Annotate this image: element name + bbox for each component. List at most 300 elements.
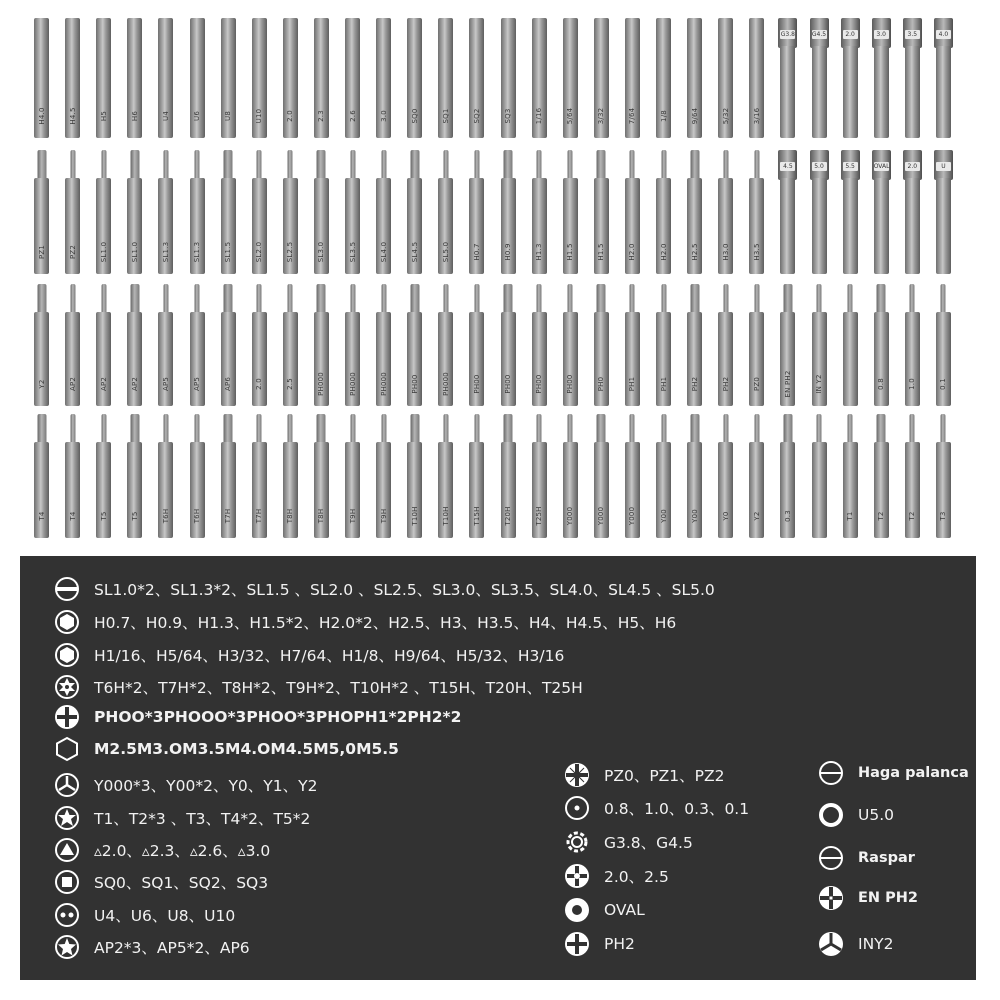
screwdriver-bit	[283, 414, 298, 538]
legend-item-text: Y000*3、Y00*2、Y0、Y1、Y2	[94, 777, 318, 795]
bit-size-label: PH00	[566, 374, 575, 394]
legend-item-text: AP2*3、AP5*2、AP6	[94, 939, 250, 957]
screwdriver-bit	[812, 18, 827, 138]
screwdriver-bit	[283, 284, 298, 406]
screwdriver-bit	[718, 18, 733, 138]
screwdriver-bit	[749, 18, 764, 138]
screwdriver-bit	[687, 150, 702, 274]
screwdriver-bit	[252, 284, 267, 406]
legend-item	[54, 609, 676, 635]
bit-size-label: H1.5	[566, 243, 575, 261]
bit-size-label: 5/64	[566, 107, 575, 125]
screwdriver-bit	[314, 150, 329, 274]
bit-size-label: T6H	[193, 508, 201, 524]
screwdriver-bit	[283, 18, 298, 138]
bit-size-label: T6H	[161, 508, 170, 524]
screwdriver-bit	[532, 414, 547, 538]
screwdriver-bit	[625, 284, 640, 406]
bit-cap-label: 5.0	[812, 162, 827, 171]
screwdriver-bit	[843, 414, 858, 538]
screwdriver-bit	[314, 18, 329, 138]
screwdriver-bit	[687, 414, 702, 538]
bit-size-label: 3.0	[379, 110, 388, 122]
bit-size-label: U4	[161, 111, 170, 121]
slotted-icon	[54, 576, 80, 602]
screwdriver-bit	[936, 284, 951, 406]
bit-size-label: AP5	[161, 376, 170, 392]
screwdriver-bit	[221, 150, 236, 274]
screwdriver-bit	[812, 414, 827, 538]
legend-item-text: ▵2.0、▵2.3、▵2.6、▵3.0	[94, 842, 271, 860]
bit-size-label: PH000	[441, 372, 450, 396]
bit-size-label: H2.0	[659, 243, 668, 261]
screwdriver-bit	[469, 18, 484, 138]
bit-size-label: SL2.0	[255, 241, 264, 263]
bit-size-label: PZ0	[752, 376, 761, 392]
bit-size-label: H2.0	[628, 243, 637, 261]
bit-size-label: Y000	[597, 506, 606, 526]
screwdriver-bit	[780, 414, 795, 538]
bit-size-label: SL1.5	[224, 241, 233, 263]
legend-item-text: 0.8、1.0、0.3、0.1	[604, 800, 750, 818]
pin-icon	[564, 795, 590, 821]
bit-size-label: T10H	[441, 506, 450, 526]
pentalobe-icon	[54, 934, 80, 960]
screwdriver-bit	[376, 150, 391, 274]
bit-size-label: H3.0	[721, 243, 730, 261]
bit-size-label: SL3.0	[317, 241, 326, 263]
screwdriver-bit	[96, 414, 111, 538]
bit-size-label: SQ3	[504, 108, 512, 124]
legend-item	[54, 674, 583, 700]
bit-size-label: 0.3	[783, 510, 792, 522]
screwdriver-bit	[438, 284, 453, 406]
bit-size-label: 1/16	[535, 107, 544, 125]
bit-size-label: H0.9	[504, 243, 512, 261]
bit-size-label: SL1.0	[130, 241, 139, 263]
legend-item	[818, 802, 894, 828]
screwdriver-bit	[407, 284, 422, 406]
triangle-icon	[54, 837, 80, 863]
bit-size-label: 1/8	[659, 110, 668, 122]
bit-size-label: AP2	[99, 376, 108, 392]
screwdriver-bit	[594, 284, 609, 406]
bit-size-label: PH000	[317, 372, 326, 396]
screwdriver-bit	[905, 150, 920, 274]
screwdriver-bit	[469, 414, 484, 538]
bit-size-label: T25H	[535, 506, 544, 526]
bit-size-label: EN PH2	[783, 370, 792, 398]
bit-size-label: 2.0	[286, 110, 295, 122]
screwdriver-bit	[594, 150, 609, 274]
screwdriver-bit	[656, 284, 671, 406]
bit-size-label: U10	[255, 108, 264, 124]
screwdriver-bit	[625, 18, 640, 138]
bit-cap-label: OVAL	[873, 163, 890, 170]
in-y2-icon	[818, 931, 844, 957]
screwdriver-bit	[407, 414, 422, 538]
legend-item	[564, 897, 645, 923]
legend-item	[54, 576, 715, 602]
screwdriver-bit	[252, 18, 267, 138]
screwdriver-bit	[780, 284, 795, 406]
bit-size-label: 2.6	[348, 110, 357, 122]
screwdriver-bit	[563, 150, 578, 274]
screwdriver-bit	[656, 18, 671, 138]
screwdriver-bit	[749, 284, 764, 406]
bit-size-label: PH2	[721, 376, 730, 392]
bit-size-label: PH0	[597, 376, 606, 392]
screwdriver-bit	[96, 284, 111, 406]
legend-item	[818, 760, 969, 786]
hex-icon	[54, 642, 80, 668]
bit-cap-label: G4.5	[811, 31, 827, 38]
screwdriver-bit	[376, 414, 391, 538]
bit-size-label: H4.5	[68, 107, 77, 125]
legend-item	[54, 642, 564, 668]
screwdriver-bit	[625, 414, 640, 538]
bit-size-label: SL4.5	[410, 241, 419, 263]
screwdriver-bit	[252, 150, 267, 274]
screwdriver-bit	[936, 150, 951, 274]
legend-item	[818, 845, 915, 871]
screwdriver-bit	[532, 18, 547, 138]
legend-item-text: U5.0	[858, 806, 894, 824]
legend-item-text: M2.5M3.OM3.5M4.OM4.5M5,0M5.5	[94, 740, 399, 758]
screwdriver-bit	[221, 18, 236, 138]
bit-size-label: SL5.0	[441, 241, 450, 263]
screwdriver-bit	[905, 284, 920, 406]
bit-size-label: 9/64	[690, 107, 699, 125]
tri-wing-icon	[54, 772, 80, 798]
spanner-icon	[54, 902, 80, 928]
bit-size-label: T2	[908, 511, 917, 521]
bit-cap-label: 3.0	[874, 30, 889, 39]
bit-cap-label: 2.0	[843, 30, 858, 39]
screwdriver-bit	[874, 18, 889, 138]
square-icon	[54, 869, 80, 895]
legend-item-text: PHOO*3PHOOO*3PHOO*3PHOPH1*2PH2*2	[94, 708, 462, 726]
screwdriver-bit	[34, 18, 49, 138]
legend-item	[54, 805, 310, 831]
legend-item	[54, 837, 270, 863]
bit-size-label: SL4.0	[379, 241, 388, 263]
bit-size-label: T7H	[224, 508, 233, 524]
legend-item-text: Haga palanca	[858, 765, 969, 781]
bit-size-label: PH000	[379, 372, 388, 396]
legend-item-text: EN PH2	[858, 890, 918, 906]
legend-item-text: U4、U6、U8、U10	[94, 907, 236, 925]
bit-size-label: PZ2	[68, 244, 77, 260]
bit-size-label: IN Y2	[815, 374, 823, 394]
bit-size-label: T15H	[472, 506, 481, 526]
bit-size-label: 5/32	[721, 107, 730, 125]
screwdriver-bit	[780, 18, 795, 138]
legend-item-text: SL1.0*2、SL1.3*2、SL1.5 、SL2.0 、SL2.5、SL3.0、SL3.5、SL4.0、SL4.5 、SL5.0	[94, 581, 715, 599]
screwdriver-bit	[469, 150, 484, 274]
bit-size-label: H0.7	[472, 243, 481, 261]
legend-item-text: PH2	[604, 935, 635, 953]
screwdriver-bit	[345, 414, 360, 538]
bit-size-label: PH00	[535, 374, 544, 394]
screwdriver-bit	[252, 414, 267, 538]
bit-size-label: AP6	[224, 376, 233, 392]
bit-size-label: T2	[877, 511, 886, 521]
screwdriver-bit	[221, 284, 236, 406]
gear-icon	[564, 829, 590, 855]
screwdriver-bit	[718, 150, 733, 274]
screwdriver-bit	[345, 18, 360, 138]
bit-size-label: T5	[130, 511, 139, 521]
legend-item	[54, 934, 250, 960]
screwdriver-bit	[34, 414, 49, 538]
screwdriver-bit	[127, 414, 142, 538]
bit-size-label: 2.0	[255, 378, 264, 390]
bit-size-label: U6	[193, 111, 201, 121]
legend-item	[54, 902, 235, 928]
hex-socket-icon	[54, 736, 80, 762]
bit-size-label: Y0	[721, 511, 730, 521]
pry-icon	[818, 760, 844, 786]
bit-size-label: Y00	[659, 509, 668, 523]
screwdriver-bit	[812, 284, 827, 406]
screwdriver-bit	[314, 414, 329, 538]
bit-size-label: AP2	[68, 376, 77, 392]
phillips-icon	[564, 931, 590, 957]
legend-item	[54, 704, 461, 730]
screwdriver-bit	[905, 18, 920, 138]
legend-item	[564, 762, 724, 788]
bit-size-label: SQ0	[410, 108, 419, 124]
ring-icon	[818, 802, 844, 828]
legend-item-text: SQ0、SQ1、SQ2、SQ3	[94, 874, 269, 892]
bit-size-label: T20H	[504, 506, 512, 526]
screwdriver-bit	[190, 18, 205, 138]
screwdriver-bit	[283, 150, 298, 274]
bit-size-label: SL2.5	[286, 241, 295, 263]
bit-size-label: T5	[99, 511, 108, 521]
bit-cap-label: 5.5	[843, 162, 858, 171]
bit-size-label: T9H	[348, 508, 357, 524]
bit-size-label: Y2	[752, 511, 761, 521]
phillips-icon	[54, 704, 80, 730]
bit-size-label: SL3.5	[348, 241, 357, 263]
screwdriver-bit	[594, 414, 609, 538]
bit-size-label: H5	[99, 110, 108, 122]
screwdriver-bit	[190, 150, 205, 274]
screwdriver-bit	[843, 18, 858, 138]
legend-item-text: H0.7、H0.9、H1.3、H1.5*2、H2.0*2、H2.5、H3、H3.5、H4、H4.5、H5、H6	[94, 614, 677, 632]
screwdriver-bit	[96, 18, 111, 138]
bit-size-label: SQ2	[472, 108, 481, 124]
en-ph2-icon	[818, 885, 844, 911]
bit-size-label: T7H	[255, 508, 264, 524]
legend-item-text: H1/16、H5/64、H3/32、H7/64、H1/8、H9/64、H5/32、H3/16	[94, 647, 565, 665]
bit-size-label: T8H	[317, 508, 326, 524]
screwdriver-bit	[438, 150, 453, 274]
screwdriver-bit	[843, 284, 858, 406]
bit-cap-label: G3.8	[780, 31, 795, 38]
screwdriver-bit	[532, 150, 547, 274]
bit-size-label: PZ1	[37, 244, 46, 260]
legend-item	[54, 736, 399, 762]
bit-size-label: PH00	[472, 374, 481, 394]
bit-size-label: T4	[68, 511, 77, 521]
screwdriver-bit	[812, 150, 827, 274]
screwdriver-bit	[345, 284, 360, 406]
cross-ring-icon	[564, 863, 590, 889]
screwdriver-bit	[65, 414, 80, 538]
bit-size-label: T1	[846, 511, 855, 521]
bit-size-label: 1.0	[908, 378, 917, 390]
screwdriver-bit	[314, 284, 329, 406]
screwdriver-bit	[65, 284, 80, 406]
bit-size-label: 2.5	[286, 378, 295, 390]
screwdriver-bit	[501, 150, 516, 274]
screwdriver-bit	[843, 150, 858, 274]
bit-size-label: 0.8	[877, 378, 886, 390]
screwdriver-bit	[563, 18, 578, 138]
screwdriver-bit	[501, 414, 516, 538]
screwdriver-bit	[190, 284, 205, 406]
screwdriver-bit	[34, 150, 49, 274]
bit-size-label: H1.5	[597, 243, 606, 261]
screwdriver-bit	[221, 414, 236, 538]
screwdriver-bit	[158, 18, 173, 138]
screwdriver-bit	[874, 150, 889, 274]
bit-size-label: T3	[939, 511, 948, 521]
oval-icon	[564, 897, 590, 923]
legend-item-text: 2.0、2.5	[604, 868, 669, 886]
bit-size-label: PH000	[348, 372, 357, 396]
screwdriver-bit	[563, 284, 578, 406]
screwdriver-bit	[65, 18, 80, 138]
bit-size-label: T9H	[379, 508, 388, 524]
screwdriver-bit	[718, 284, 733, 406]
bit-cap-label: 4.5	[780, 162, 795, 171]
screwdriver-bit	[501, 284, 516, 406]
legend-item	[54, 869, 268, 895]
bit-cap-label: 4.0	[936, 30, 951, 39]
legend-item	[564, 795, 749, 821]
legend-item-text: PZ0、PZ1、PZ2	[604, 767, 725, 785]
screwdriver-bit	[563, 414, 578, 538]
bit-size-label: AP5	[193, 376, 201, 392]
bit-size-label: T10H	[410, 506, 419, 526]
legend-item-text: INY2	[858, 935, 894, 953]
bit-size-label: Y2	[37, 379, 46, 389]
screwdriver-bit	[874, 414, 889, 538]
bit-size-label: 3/16	[752, 107, 761, 125]
bit-size-label: 0.1	[939, 378, 948, 390]
legend-item	[818, 885, 918, 911]
screwdriver-bit	[407, 150, 422, 274]
bit-size-label: PH00	[504, 374, 512, 394]
legend-item	[564, 829, 693, 855]
bit-cap-label: 2.0	[905, 162, 920, 171]
bit-size-label: 3/32	[597, 107, 606, 125]
bit-size-label: AP2	[130, 376, 139, 392]
screwdriver-bit	[190, 414, 205, 538]
bit-size-label: Y00	[690, 509, 699, 523]
legend-item-text: OVAL	[604, 901, 645, 919]
screwdriver-bit	[656, 150, 671, 274]
bit-size-label: H3.5	[752, 243, 761, 261]
screwdriver-bit	[469, 284, 484, 406]
bit-size-label: 7/64	[628, 107, 637, 125]
star-icon	[54, 805, 80, 831]
screwdriver-bit	[127, 18, 142, 138]
screwdriver-bit	[96, 150, 111, 274]
legend-item	[564, 863, 669, 889]
screwdriver-bit	[376, 284, 391, 406]
screwdriver-bit	[345, 150, 360, 274]
scraper-icon	[818, 845, 844, 871]
legend-item-text: Raspar	[858, 850, 915, 866]
bit-size-label: H1.3	[535, 243, 544, 261]
bit-cap-label: 3.5	[905, 30, 920, 39]
legend-item	[818, 931, 894, 957]
screwdriver-bit	[687, 284, 702, 406]
screwdriver-bit	[376, 18, 391, 138]
bit-size-label: H4.0	[37, 107, 46, 125]
bit-size-label: SQ1	[441, 108, 450, 124]
torx-icon	[54, 674, 80, 700]
screwdriver-bit	[749, 150, 764, 274]
bit-size-label: PH1	[628, 376, 637, 392]
screwdriver-bit	[65, 150, 80, 274]
bit-cap-label: U	[936, 162, 951, 171]
bit-size-label: SL1.3	[161, 241, 170, 263]
screwdriver-bit	[532, 284, 547, 406]
screwdriver-bit	[127, 150, 142, 274]
screwdriver-bit	[594, 18, 609, 138]
legend-item	[564, 931, 635, 957]
bit-size-label: SL1.0	[99, 241, 108, 263]
screwdriver-bit	[936, 18, 951, 138]
bit-size-label: H2.5	[690, 243, 699, 261]
legend-item	[54, 772, 317, 798]
screwdriver-bit	[407, 18, 422, 138]
screwdriver-bit	[905, 414, 920, 538]
legend-item-text: G3.8、G4.5	[604, 834, 693, 852]
screwdriver-bit	[158, 414, 173, 538]
legend-item-text: T6H*2、T7H*2、T8H*2、T9H*2、T10H*2 、T15H、T20H、T25H	[94, 679, 583, 697]
screwdriver-bit	[34, 284, 49, 406]
legend-panel	[20, 556, 976, 980]
bit-size-label: T8H	[286, 508, 295, 524]
screwdriver-bit	[438, 414, 453, 538]
screwdriver-bit	[687, 18, 702, 138]
bit-size-label: U8	[224, 111, 233, 121]
screwdriver-bit	[656, 414, 671, 538]
bit-size-label: H6	[130, 110, 139, 122]
screwdriver-bit	[780, 150, 795, 274]
screwdriver-bit	[127, 284, 142, 406]
bit-size-label: PH00	[410, 374, 419, 394]
screwdriver-bit	[158, 150, 173, 274]
pozidriv-icon	[564, 762, 590, 788]
bit-size-label: 2.3	[317, 110, 326, 122]
screwdriver-bit	[874, 284, 889, 406]
bit-size-label: SL1.3	[193, 241, 201, 263]
screwdriver-bit	[936, 414, 951, 538]
bit-size-label: Y000	[628, 506, 637, 526]
hex-icon	[54, 609, 80, 635]
bit-size-label: T4	[37, 511, 46, 521]
screwdriver-bit	[625, 150, 640, 274]
screwdriver-bit	[438, 18, 453, 138]
